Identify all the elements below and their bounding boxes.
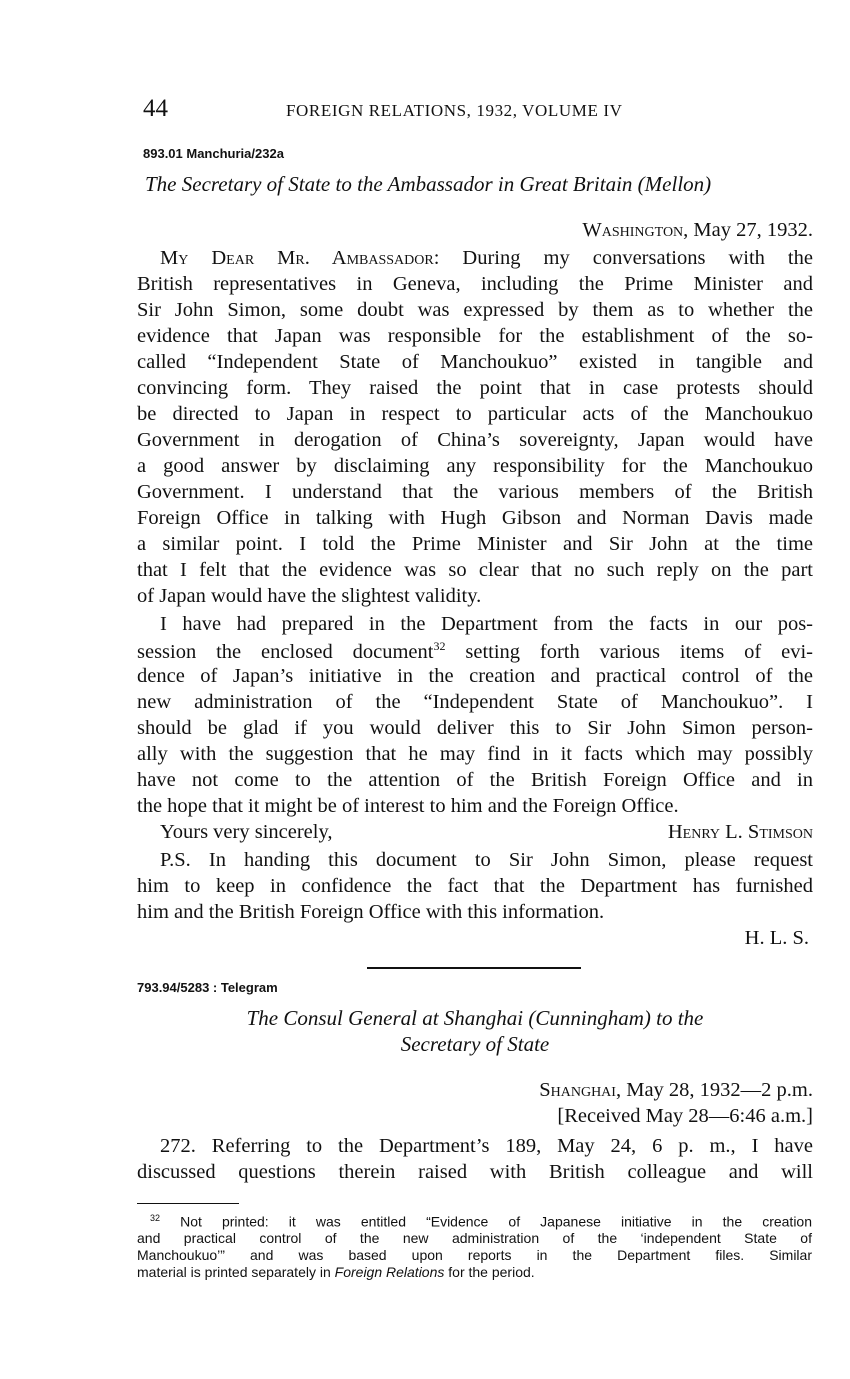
footnote-line: and practical control of the new administration of the ‘independent State of: [137, 1230, 812, 1246]
doc1-ps-line: him and the British Foreign Office with this information.: [137, 901, 605, 923]
doc1-dateline: [582, 219, 813, 242]
footnote-text: for the period.: [444, 1264, 535, 1280]
doc1-salutation-line: [160, 247, 813, 270]
doc2-received: [Received May 28—6:46 a.m.]: [557, 1105, 813, 1127]
doc1-para2-line: new administration of the “Independent State of Manchoukuo”. I: [137, 691, 813, 713]
doc2-title-line1: The Consul General at Shanghai (Cunningham) to the: [246, 1006, 704, 1030]
para2-text-pre: session the enclosed document: [137, 640, 434, 663]
footnote-italic-title: Foreign Relations: [334, 1264, 445, 1280]
footnote-divider: [137, 1203, 239, 1204]
doc1-body-line: of Japan would have the slightest validity.: [137, 585, 482, 607]
page-number: 44: [143, 95, 168, 122]
doc1-body-line: be directed to Japan in respect to particular acts of the Manchoukuo: [137, 403, 813, 425]
doc2-title-line2: Secretary of State: [400, 1032, 550, 1056]
doc1-para2-line: the hope that it might be of interest to him and the Foreign Office.: [137, 795, 679, 817]
doc1-para2-line: have not come to the attention of the British Foreign Office and in: [137, 769, 813, 791]
doc1-closing: Yours very sincerely,: [160, 821, 333, 843]
footnote-line: Manchoukuo’” and was based upon reports in the Department files. Similar: [137, 1247, 812, 1263]
doc1-file-reference: 893.01 Manchuria/232a: [143, 146, 284, 161]
doc1-para2-line: dence of Japan’s initiative in the creation and practical control of the: [137, 665, 813, 687]
doc1-initials: H. L. S.: [744, 927, 809, 949]
doc1-para2-line: should be glad if you would deliver this to Sir John Simon person-: [137, 717, 813, 739]
doc1-body-line: British representatives in Geneva, including the Prime Minister and: [137, 273, 813, 295]
doc1-para2-line-with-footnote: [137, 639, 813, 664]
doc2-file-reference: 793.94/5283 : Telegram: [137, 980, 278, 995]
para2-text-post: setting forth various items of evi-: [445, 640, 813, 663]
doc1-body-line: a good answer by disclaiming any responsibility for the Manchoukuo: [137, 455, 813, 477]
doc2-place: Shanghai: [539, 1079, 616, 1101]
doc1-salutation-rest: : During my conversations with the: [433, 247, 813, 269]
footnote-reference[interactable]: 32: [433, 639, 446, 653]
doc1-salutation: My Dear Mr. Ambassador: [160, 247, 434, 269]
doc2-date: , May 28, 1932—2 p.m.: [615, 1079, 813, 1101]
footnote-text: material is printed separately in: [137, 1264, 335, 1280]
doc1-para2-line: ally with the suggestion that he may find in it facts which may possibly: [137, 743, 813, 765]
footnote-mark: 32: [150, 1213, 161, 1223]
doc1-title: The Secretary of State to the Ambassador in Great Britain (Mellon): [145, 172, 712, 196]
doc1-ps-line: him to keep in confidence the fact that the Department has furnished: [137, 875, 813, 897]
doc1-place: Washington: [582, 219, 684, 241]
footnote-line: [137, 1264, 812, 1280]
doc1-body-line: Foreign Office in talking with Hugh Gibson and Norman Davis made: [137, 507, 813, 529]
doc2-body-line: discussed questions therein raised with British colleague and will: [137, 1161, 813, 1183]
doc1-body-line: Government in derogation of China’s sovereignty, Japan would have: [137, 429, 813, 451]
footnote-line: [150, 1213, 812, 1230]
doc1-body-line: Sir John Simon, some doubt was expressed by them as to whether the: [137, 299, 813, 321]
doc2-body-line: 272. Referring to the Department’s 189, May 24, 6 p. m., I have: [160, 1135, 813, 1157]
doc1-body-line: convincing form. They raised the point that in case protests should: [137, 377, 813, 399]
doc2-dateline: [539, 1079, 813, 1102]
doc1-body-line: called “Independent State of Manchoukuo” existed in tangible and: [137, 351, 813, 373]
doc1-body-line: a similar point. I told the Prime Minister and Sir John at the time: [137, 533, 813, 555]
doc1-body-line: that I felt that the evidence was so clear that no such reply on the part: [137, 559, 813, 581]
doc1-ps-line: P.S. In handing this document to Sir John Simon, please request: [160, 849, 813, 871]
doc1-signature: Henry L. Stimson: [667, 821, 813, 843]
footnote-text: Not printed: it was entitled “Evidence of Japanese initiative in the creation: [160, 1213, 812, 1230]
running-title: FOREIGN RELATIONS, 1932, VOLUME IV: [286, 101, 623, 120]
doc1-date: , May 27, 1932.: [683, 219, 813, 241]
doc1-para2-line: I have had prepared in the Department from the facts in our pos-: [160, 613, 813, 635]
doc1-body-line: Government. I understand that the various members of the British: [137, 481, 813, 503]
section-divider: [367, 967, 581, 969]
doc1-body-line: evidence that Japan was responsible for the establishment of the so-: [137, 325, 813, 347]
